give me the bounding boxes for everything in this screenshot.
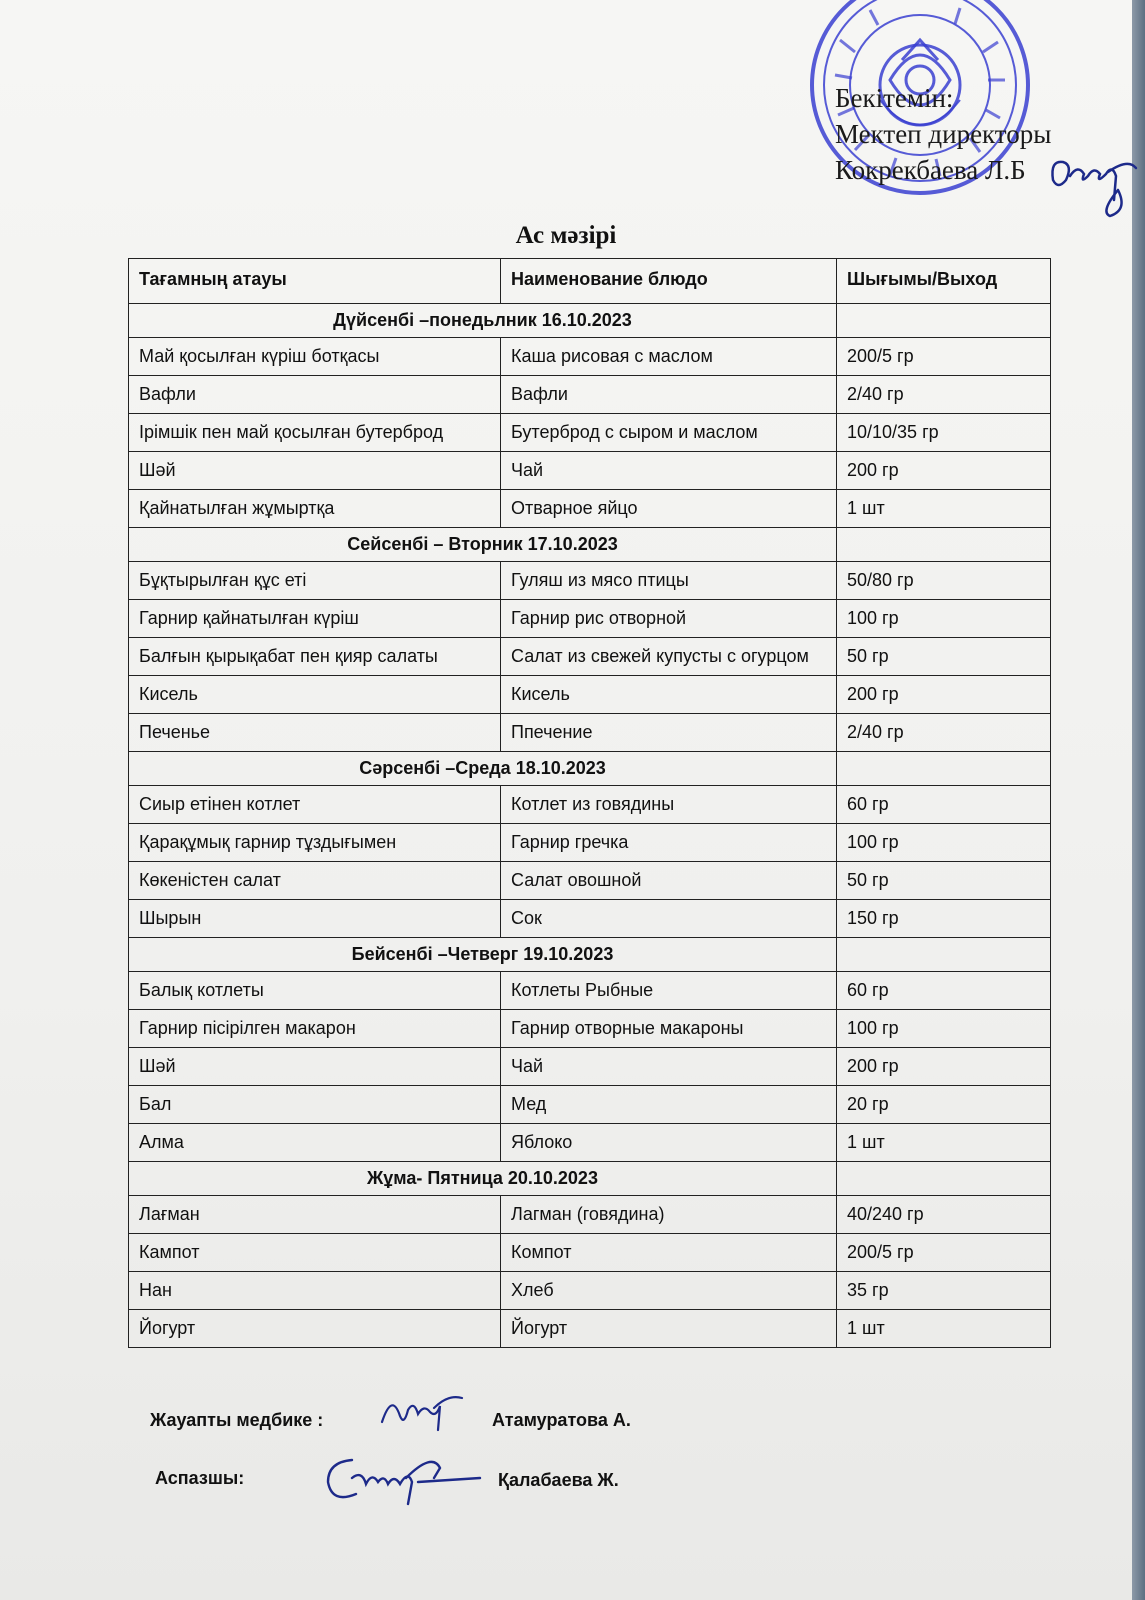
dish-kazakh: Шырын (129, 900, 501, 938)
table-header-row (129, 259, 1051, 304)
dish-russian: Гарнир отворные макароны (501, 1010, 837, 1048)
dish-russian: Бутерброд с сыром и маслом (501, 414, 837, 452)
dish-russian: Кисель (501, 676, 837, 714)
table-row (129, 600, 1051, 638)
dish-kazakh: Бал (129, 1086, 501, 1124)
table-row (129, 1310, 1051, 1348)
approval-position: Мектеп директоры (835, 119, 1052, 149)
dish-kazakh: Гарнир қайнатылған күріш (129, 600, 501, 638)
day-empty-cell (837, 938, 1051, 972)
table-row (129, 786, 1051, 824)
dish-russian: Яблоко (501, 1124, 837, 1162)
table-row (129, 376, 1051, 414)
nurse-signature (378, 1386, 468, 1436)
dish-russian: Котлеты Рыбные (501, 972, 837, 1010)
table-row (129, 1124, 1051, 1162)
dish-kazakh: Көкеністен салат (129, 862, 501, 900)
dish-portion: 60 гр (837, 786, 1051, 824)
dish-portion: 200 гр (837, 1048, 1051, 1086)
table-row (129, 900, 1051, 938)
dish-portion: 2/40 гр (837, 376, 1051, 414)
dish-russian: Мед (501, 1086, 837, 1124)
dish-portion: 40/240 гр (837, 1196, 1051, 1234)
dish-portion: 100 гр (837, 1010, 1051, 1048)
day-label: Жұма- Пятница 20.10.2023 (129, 1162, 837, 1196)
table-row (129, 1010, 1051, 1048)
day-label: Сейсенбі – Вторник 17.10.2023 (129, 528, 837, 562)
dish-kazakh: Вафли (129, 376, 501, 414)
approval-name: Кокрекбаева Л.Б (835, 155, 1026, 185)
day-label: Сәрсенбі –Среда 18.10.2023 (129, 752, 837, 786)
dish-russian: Компот (501, 1234, 837, 1272)
cook-signature (322, 1448, 482, 1508)
dish-russian: Чай (501, 1048, 837, 1086)
table-row (129, 1048, 1051, 1086)
dish-portion: 200/5 гр (837, 338, 1051, 376)
dish-portion: 50 гр (837, 638, 1051, 676)
header-kazakh-name: Тағамның атауы (129, 259, 501, 304)
table-row (129, 1086, 1051, 1124)
cook-label: Аспазшы: (155, 1468, 245, 1488)
table-row (129, 452, 1051, 490)
dish-portion: 60 гр (837, 972, 1051, 1010)
dish-kazakh: Гарнир пісірілген макарон (129, 1010, 501, 1048)
dish-russian: Вафли (501, 376, 837, 414)
dish-portion: 20 гр (837, 1086, 1051, 1124)
dish-kazakh: Шәй (129, 1048, 501, 1086)
day-label: Бейсенбі –Четверг 19.10.2023 (129, 938, 837, 972)
dish-portion: 200 гр (837, 452, 1051, 490)
dish-kazakh: Печенье (129, 714, 501, 752)
dish-kazakh: Ірімшік пен май қосылған бутерброд (129, 414, 501, 452)
table-row (129, 414, 1051, 452)
dish-russian: Гуляш из мясо птицы (501, 562, 837, 600)
dish-portion: 2/40 гр (837, 714, 1051, 752)
background-edge (1132, 0, 1145, 1600)
dish-russian: Каша рисовая с маслом (501, 338, 837, 376)
dish-kazakh: Қарақұмық гарнир тұздығымен (129, 824, 501, 862)
dish-portion: 10/10/35 гр (837, 414, 1051, 452)
table-row (129, 824, 1051, 862)
table-row (129, 1272, 1051, 1310)
table-row (129, 638, 1051, 676)
dish-russian: Сок (501, 900, 837, 938)
dish-kazakh: Сиыр етінен котлет (129, 786, 501, 824)
dish-russian: Салат овошной (501, 862, 837, 900)
day-header-row (129, 304, 1051, 338)
dish-kazakh: Лағман (129, 1196, 501, 1234)
dish-portion: 1 шт (837, 1124, 1051, 1162)
dish-kazakh: Кисель (129, 676, 501, 714)
menu-table (128, 258, 1051, 1348)
dish-russian: Гарнир гречка (501, 824, 837, 862)
dish-portion: 35 гр (837, 1272, 1051, 1310)
dish-russian: Лагман (говядина) (501, 1196, 837, 1234)
table-row (129, 1234, 1051, 1272)
dish-portion: 50 гр (837, 862, 1051, 900)
header-russian-name: Наименование блюдо (501, 259, 837, 304)
dish-portion: 1 шт (837, 490, 1051, 528)
dish-portion: 100 гр (837, 600, 1051, 638)
dish-kazakh: Май қосылған күріш ботқасы (129, 338, 501, 376)
day-header-row (129, 528, 1051, 562)
day-empty-cell (837, 1162, 1051, 1196)
day-header-row (129, 1162, 1051, 1196)
dish-kazakh: Қайнатылған жұмыртқа (129, 490, 501, 528)
dish-kazakh: Кампот (129, 1234, 501, 1272)
day-empty-cell (837, 528, 1051, 562)
dish-portion: 100 гр (837, 824, 1051, 862)
day-header-row (129, 938, 1051, 972)
day-empty-cell (837, 304, 1051, 338)
table-row (129, 862, 1051, 900)
dish-kazakh: Балық котлеты (129, 972, 501, 1010)
table-row (129, 338, 1051, 376)
dish-russian: Чай (501, 452, 837, 490)
dish-russian: Салат из свежей купусты с огурцом (501, 638, 837, 676)
dish-kazakh: Бұқтырылған құс еті (129, 562, 501, 600)
table-row (129, 562, 1051, 600)
menu-table-body (129, 304, 1051, 1348)
dish-portion: 1 шт (837, 1310, 1051, 1348)
nurse-name: Атамуратова А. (492, 1410, 631, 1430)
dish-kazakh: Алма (129, 1124, 501, 1162)
dish-portion: 50/80 гр (837, 562, 1051, 600)
approval-block (835, 80, 1051, 188)
table-row (129, 1196, 1051, 1234)
dish-portion: 200/5 гр (837, 1234, 1051, 1272)
dish-kazakh: Балғын қырықабат пен қияр салаты (129, 638, 501, 676)
table-row (129, 714, 1051, 752)
dish-russian: Ппечение (501, 714, 837, 752)
dish-russian: Отварное яйцо (501, 490, 837, 528)
approval-heading: Бекітемін: (835, 83, 954, 113)
table-row (129, 676, 1051, 714)
dish-kazakh: Йогурт (129, 1310, 501, 1348)
dish-kazakh: Шәй (129, 452, 501, 490)
table-row (129, 972, 1051, 1010)
header-portion: Шығымы/Выход (837, 259, 1051, 304)
day-empty-cell (837, 752, 1051, 786)
dish-russian: Котлет из говядины (501, 786, 837, 824)
dish-kazakh: Нан (129, 1272, 501, 1310)
day-label: Дүйсенбі –понедьлник 16.10.2023 (129, 304, 837, 338)
director-signature (1048, 150, 1140, 220)
page-title: Ас мәзірі (515, 222, 617, 249)
cook-name: Қалабаева Ж. (498, 1470, 619, 1490)
day-header-row (129, 752, 1051, 786)
dish-portion: 150 гр (837, 900, 1051, 938)
table-row (129, 490, 1051, 528)
dish-russian: Хлеб (501, 1272, 837, 1310)
nurse-label: Жауапты медбике : (150, 1410, 324, 1430)
dish-russian: Гарнир рис отворной (501, 600, 837, 638)
dish-portion: 200 гр (837, 676, 1051, 714)
dish-russian: Йогурт (501, 1310, 837, 1348)
